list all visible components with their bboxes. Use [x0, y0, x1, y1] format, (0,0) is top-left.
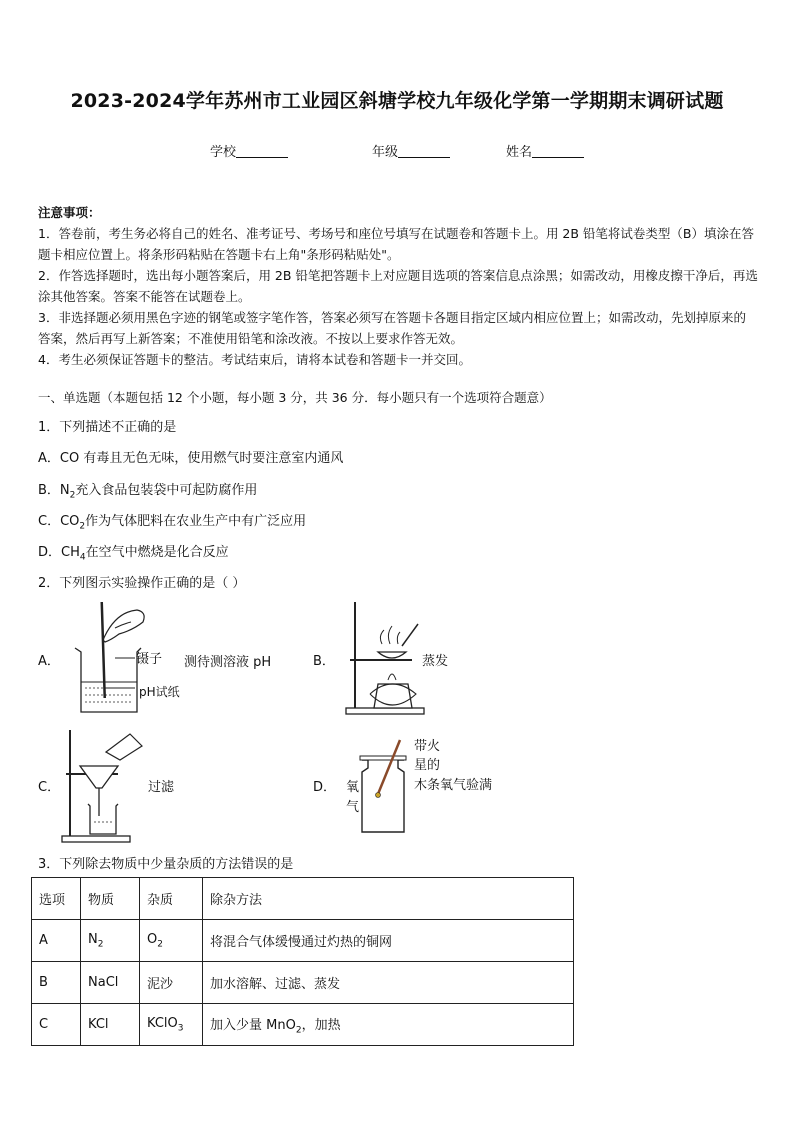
- pouring-beaker: [106, 734, 142, 760]
- stirring-rod: [402, 624, 418, 646]
- q2-c-letter[interactable]: C．: [38, 780, 61, 795]
- q3-stem: 3．下列除去物质中少量杂质的方法错误的是: [38, 857, 294, 872]
- cell-impurity: $O_2$: [140, 920, 203, 962]
- grade-field: [372, 141, 450, 160]
- oxygen-test-figure: [356, 736, 416, 836]
- ph-test-figure: [75, 600, 185, 718]
- funnel: [80, 766, 118, 788]
- exam-title: 2023-2024学年苏州市工业园区斜塘学校九年级化学第一学期期末调研试题: [70, 90, 724, 112]
- header-substance: 物质: [81, 878, 140, 920]
- cell-option: B: [32, 962, 81, 1004]
- cell-substance: NaCl: [81, 962, 140, 1004]
- stand-base: [346, 708, 424, 714]
- section-heading: 一、单选题（本题包括 12 个小题，每小题 3 分，共 36 分．每小题只有一个选项符合题意）: [38, 390, 552, 405]
- cell-method: 将混合气体缓慢通过灼热的铜网: [203, 920, 574, 962]
- name-field: [506, 141, 584, 160]
- q2-a-letter[interactable]: A．: [38, 654, 60, 669]
- name-blank[interactable]: [532, 145, 584, 158]
- filter-stand-base: [62, 836, 130, 842]
- notes-heading: 注意事项：: [38, 205, 101, 220]
- q1-stem: 1．下列描述不正确的是: [38, 420, 177, 435]
- grade-blank[interactable]: [398, 145, 450, 158]
- school-label: 学校: [210, 145, 237, 160]
- cell-impurity: KClO$_3$: [140, 1004, 203, 1046]
- q2-b-letter[interactable]: B．: [313, 654, 335, 669]
- q1-c-post: 作为气体肥料在农业生产中有广泛应用: [85, 514, 307, 529]
- q1-option-d[interactable]: [38, 541, 229, 563]
- hand-shape: [103, 610, 144, 642]
- cell-method: 加入少量 MnO$_2$，加热: [203, 1004, 574, 1046]
- table-row[interactable]: [32, 1004, 574, 1046]
- note-item: 2．作答选择题时，选出每小题答案后，用 2B 铅笔把答题卡上对应题目选项的答案信息点涂黑；如需改动，用橡皮擦干净后，再选涂其他答案。答案不能答在试题卷上。: [38, 268, 758, 304]
- evaporation-figure: [342, 600, 432, 718]
- q1-d-pre: D．CH: [38, 545, 80, 560]
- q1-option-b[interactable]: [38, 479, 257, 501]
- header-method: 除杂方法: [203, 878, 574, 920]
- receiving-beaker: [88, 804, 118, 834]
- q1-c-sub: 2: [79, 521, 86, 532]
- cell-option: A: [32, 920, 81, 962]
- note-item: 4．考生必须保证答题卡的整洁。考试结束后，请将本试卷和答题卡一并交回。: [38, 352, 471, 367]
- school-blank[interactable]: [236, 145, 288, 158]
- q2-d-letter[interactable]: D．: [313, 780, 337, 795]
- splint-label-1: 带火: [414, 739, 441, 754]
- q1-b-sub: 2: [69, 490, 76, 501]
- grade-label: 年级: [372, 145, 399, 160]
- cell-substance: $N_2$: [81, 920, 140, 962]
- cell-substance: KCl: [81, 1004, 140, 1046]
- header-option: 选项: [32, 878, 81, 920]
- ph-paper-label: pH试纸: [139, 685, 180, 699]
- filtration-figure: [60, 724, 140, 844]
- school-field: [210, 141, 288, 160]
- q1-c-pre: C．CO: [38, 514, 80, 529]
- splint-label-2: 星的: [414, 758, 441, 773]
- oxygen-label-1: 氧: [346, 780, 360, 795]
- glowing-splint: [378, 740, 400, 794]
- cell-impurity: 泥沙: [140, 962, 203, 1004]
- evaporating-dish: [378, 652, 406, 658]
- q1-option-c[interactable]: [38, 510, 306, 532]
- q2-b-caption: 蒸发: [422, 654, 449, 669]
- note-item: 3．非选择题必须用黑色字迹的钢笔或签字笔作答，答案必须写在答题卡各题目指定区域内相应位置上；如需改动，先划掉原来的答案，然后再写上新答案；不准使用铅笔和涂改液。不按以上要求作答无效。: [38, 310, 746, 346]
- q1-d-sub: 4: [79, 552, 86, 563]
- oxygen-label-2: 气: [346, 800, 360, 815]
- impurity-table: [31, 877, 574, 1046]
- note-item: 1．答卷前，考生务必将自己的姓名、准考证号、考场号和座位号填写在试题卷和答题卡上。用 2B 铅笔将试卷类型（B）填涂在答题卡相应位置上。将条形码粘贴在答题卡右上角"条形码粘贴处"。: [38, 226, 755, 262]
- cell-method: 加水溶解、过滤、蒸发: [203, 962, 574, 1004]
- q1-option-a[interactable]: A．CO 有毒且无色无味，使用燃气时要注意室内通风: [38, 451, 344, 466]
- q1-d-post: 在空气中燃烧是化合反应: [85, 545, 229, 560]
- table-row[interactable]: [32, 920, 574, 962]
- gas-bottle: [362, 760, 404, 832]
- q1-b-pre: B．N: [38, 483, 70, 498]
- table-header-row: [32, 878, 574, 920]
- table-row[interactable]: [32, 962, 574, 1004]
- cell-option: C: [32, 1004, 81, 1046]
- tweezers-label: 镊子: [136, 652, 163, 667]
- q2-a-caption: 测待测溶液 pH: [184, 655, 272, 670]
- name-label: 姓名: [506, 145, 533, 160]
- header-impurity: 杂质: [140, 878, 203, 920]
- splint-label-3: 木条氧气验满: [414, 778, 493, 793]
- q2-stem: 2．下列图示实验操作正确的是（ ）: [38, 576, 246, 591]
- q2-c-caption: 过滤: [148, 780, 175, 795]
- q1-b-post: 充入食品包装袋中可起防腐作用: [75, 483, 258, 498]
- notes-block: [38, 202, 758, 370]
